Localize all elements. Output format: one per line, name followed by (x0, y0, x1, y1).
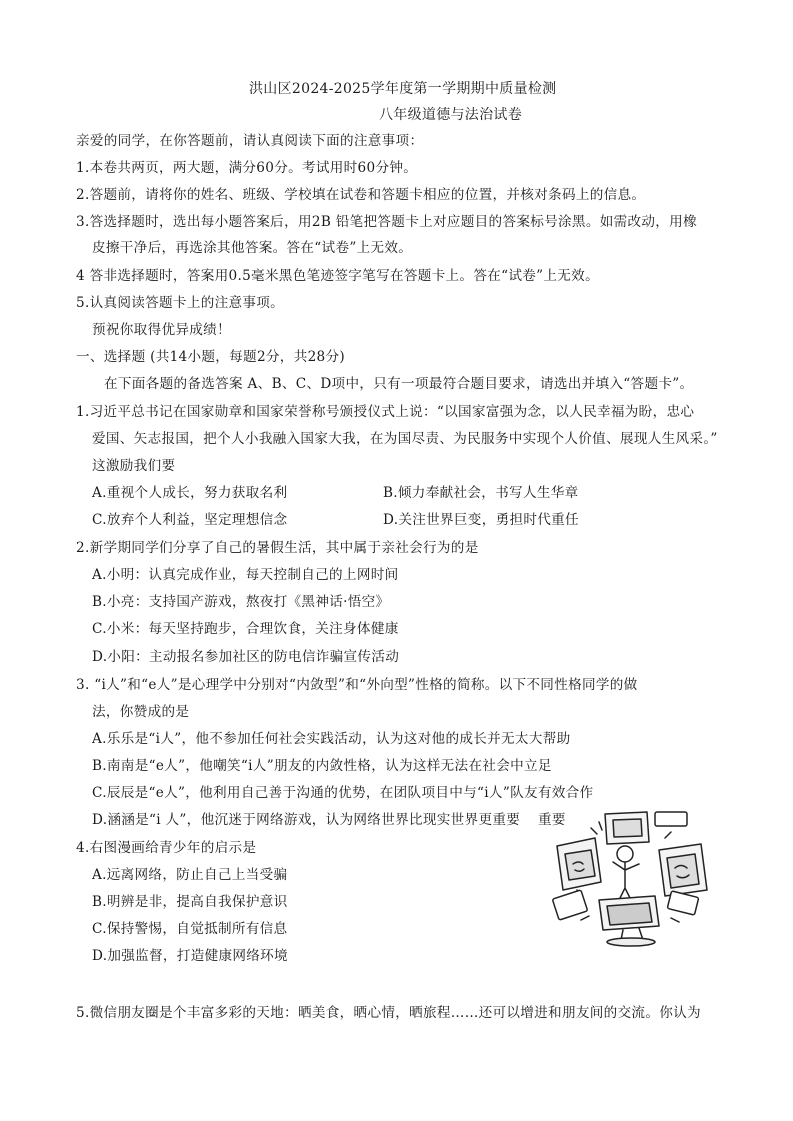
q1-stem-3: 这激励我们要 (92, 458, 176, 474)
q2-option-c: C.小米：每天坚持跑步，合理饮食，关注身体健康 (92, 621, 399, 637)
q2-option-d: D.小阳：主动报名参加社区的防电信诈骗宣传活动 (92, 649, 400, 665)
notice-greeting: 亲爱的同学，在你答题前，请认真阅读下面的注意事项： (76, 133, 424, 149)
notice-item-1: 1.本卷共两页，两大题，满分60分。考试用时60分钟。 (76, 160, 418, 176)
q3-option-a: A.乐乐是“i人”，他不参加任何社会实践活动，认为这对他的成长并无太大帮助 (92, 731, 571, 747)
exam-title: 洪山区2024-2025学年度第一学期期中质量检测 (249, 81, 557, 97)
notice-item-2: 2.答题前，请将你的姓名、班级、学校填在试卷和答题卡相应的位置，并核对条码上的信息。 (76, 187, 646, 203)
q5-stem: 5.微信朋友圈是个丰富多彩的天地：晒美食，晒心情，晒旅程……还可以增进和朋友间的交流。你认为 (76, 1005, 701, 1021)
q4-option-a: A.远离网络，防止自己上当受骗 (92, 867, 288, 883)
q4-option-b: B.明辨是非，提高自我保护意识 (92, 894, 288, 910)
q1-stem-1: 1.习近平总书记在国家勋章和国家荣誉称号颁授仪式上说：“以国家富强为念，以人民幸福为盼，忠心 (76, 404, 695, 420)
notice-item-4: 4 答非选择题时，答案用0.5毫米黑色笔迹签字笔写在答题卡上。答在“试卷”上无效。 (76, 268, 599, 284)
cartoon-overflow-text: 重要 (538, 812, 566, 828)
q3-option-c: C.辰辰是“e人”，他利用自己善于沟通的优势，在团队项目中与“i人”队友有效合作 (92, 785, 594, 801)
exam-subtitle: 八年级道德与法治试卷 (379, 107, 522, 123)
q3-option-b: B.南南是“e人”，他嘲笑“i人”朋友的内敛性格，认为这样无法在社会中立足 (92, 758, 552, 774)
q1-option-d: D.关注世界巨变，勇担时代重任 (383, 512, 579, 528)
q1-stem-2: 爱国、矢志报国，把个人小我融入国家大我，在为国尽责、为民服务中实现个人价值、展现人生风采。” (92, 431, 718, 447)
q4-stem: 4.右图漫画给青少年的启示是 (76, 840, 257, 856)
notice-item-3-cont: 皮擦干净后，再选涂其他答案。答在“试卷”上无效。 (92, 240, 413, 256)
notice-item-3: 3.答选择题时，选出每小题答案后，用2B 铅笔把答题卡上对应题目的答案标号涂黑。如需改动，用橡 (76, 214, 697, 230)
notice-wish: 预祝你取得优异成绩！ (92, 322, 231, 338)
q1-option-c: C.放弃个人利益，坚定理想信念 (92, 512, 288, 528)
q3-stem-2: 法，你赞成的是 (92, 704, 190, 720)
q2-option-a: A.小明：认真完成作业，每天控制自己的上网时间 (92, 567, 399, 583)
q4-option-d: D.加强监督，打造健康网络环境 (92, 948, 288, 964)
q3-stem-1: 3. “i人”和“e人”是心理学中分别对“内敛型”和“外向型”性格的简称。以下不同性格同学的做 (76, 677, 638, 693)
section-instruction: 在下面各题的备选答案 A、B、C、D项中，只有一项最符合题目要求，请选出并填入“答题卡”。 (104, 376, 694, 392)
q2-stem: 2.新学期同学们分享了自己的暑假生活，其中属于亲社会行为的是 (76, 540, 479, 556)
q3-option-d: D.涵涵是“i 人”，他沉迷于网络游戏，认为网络世界比现实世界更重要 (92, 812, 521, 828)
q2-option-b: B.小亮：支持国产游戏，熬夜打《黑神话·悟空》 (92, 594, 390, 610)
q1-option-b: B.倾力奉献社会，书写人生华章 (383, 485, 579, 501)
section-heading: 一、选择题 (共14小题，每题2分，共28分) (76, 349, 345, 365)
q4-option-c: C.保持警惕，自觉抵制所有信息 (92, 921, 288, 937)
notice-item-5: 5.认真阅读答题卡上的注意事项。 (76, 295, 285, 311)
cartoon-image (551, 808, 711, 948)
q1-option-a: A.重视个人成长，努力获取名利 (92, 485, 288, 501)
